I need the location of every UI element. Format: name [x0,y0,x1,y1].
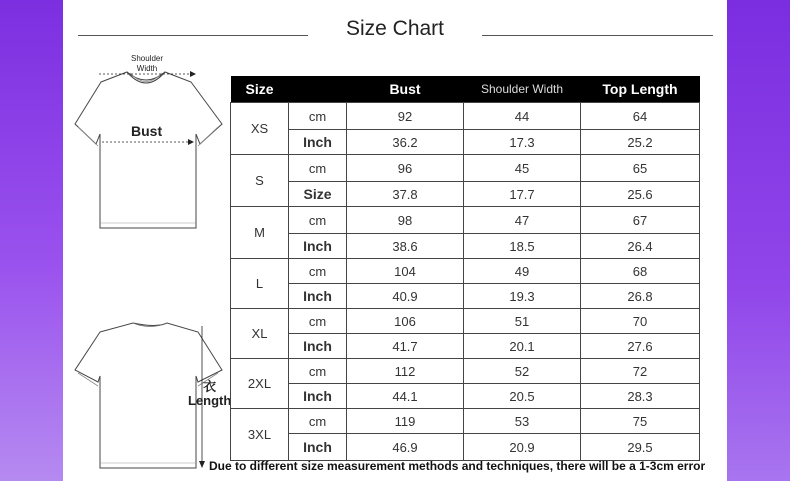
top-length-value: 68 [581,259,700,284]
top-length-value: 25.6 [581,182,700,207]
table-row [231,334,700,359]
header-size: Size [231,76,289,103]
header-top-length: Top Length [581,76,700,103]
shoulder-width-value: 20.1 [464,334,581,359]
shoulder-width-value: 17.7 [464,182,581,207]
top-length-value: 26.8 [581,284,700,309]
bust-value: 98 [347,207,464,234]
shoulder-width-value: 51 [464,309,581,334]
unit-cell: cm [289,207,347,234]
top-length-value: 25.2 [581,130,700,155]
table-row [231,130,700,155]
table-row [231,259,700,284]
length-label-cn: 衣 [203,379,217,394]
shoulder-width-value: 17.3 [464,130,581,155]
top-length-value: 26.4 [581,234,700,259]
page-title-text: Size Chart [340,17,450,40]
top-length-value: 67 [581,207,700,234]
top-length-value: 28.3 [581,384,700,409]
unit-cell: Size [289,182,347,207]
top-length-value: 75 [581,409,700,434]
unit-cell: Inch [289,234,347,259]
header-unit [289,76,347,103]
page-title [0,17,790,41]
measurement-note: Due to different size measurement methods and techniques, there will be a 1-3cm error [209,459,706,473]
left-purple-border [0,0,63,481]
top-length-value: 27.6 [581,334,700,359]
bust-value: 41.7 [347,334,464,359]
top-length-value: 70 [581,309,700,334]
header-bust: Bust [347,76,464,103]
table-header-row [231,76,700,103]
table-row [231,359,700,384]
unit-cell: cm [289,309,347,334]
table-row [231,309,700,334]
bust-value: 119 [347,409,464,434]
bust-label: Bust [131,123,163,139]
shoulder-width-value: 47 [464,207,581,234]
shoulder-width-value: 53 [464,409,581,434]
size-cell: 3XL [231,409,289,461]
table-row [231,103,700,130]
bust-value: 38.6 [347,234,464,259]
size-cell: M [231,207,289,259]
table-row [231,384,700,409]
bust-value: 46.9 [347,434,464,461]
unit-cell: cm [289,359,347,384]
shoulder-width-value: 20.9 [464,434,581,461]
shoulder-width-value: 20.5 [464,384,581,409]
size-cell: 2XL [231,359,289,409]
unit-cell: cm [289,409,347,434]
unit-cell: cm [289,259,347,284]
right-purple-border [727,0,790,481]
bust-value: 112 [347,359,464,384]
table-row [231,155,700,182]
bust-value: 104 [347,259,464,284]
top-length-value: 64 [581,103,700,130]
unit-cell: Inch [289,130,347,155]
shoulder-width-label: Shoulder Width [130,54,164,73]
length-label-en: Length [188,393,232,408]
size-cell: L [231,259,289,309]
size-cell: S [231,155,289,207]
shoulder-width-value: 18.5 [464,234,581,259]
header-shoulder-width: Shoulder Width [464,76,581,103]
tshirt-front-icon [70,64,230,234]
table-row [231,284,700,309]
table-row [231,182,700,207]
unit-cell: Inch [289,384,347,409]
top-length-value: 72 [581,359,700,384]
bust-value: 106 [347,309,464,334]
table-row [231,434,700,461]
bust-value: 36.2 [347,130,464,155]
unit-cell: cm [289,103,347,130]
size-cell: XL [231,309,289,359]
shoulder-width-value: 19.3 [464,284,581,309]
bust-value: 40.9 [347,284,464,309]
size-table [230,76,700,461]
shoulder-width-value: 44 [464,103,581,130]
table-row [231,234,700,259]
bust-value: 96 [347,155,464,182]
bust-value: 92 [347,103,464,130]
table-row [231,207,700,234]
shoulder-width-value: 52 [464,359,581,384]
unit-cell: Inch [289,434,347,461]
shoulder-width-value: 45 [464,155,581,182]
bust-value: 44.1 [347,384,464,409]
top-length-value: 29.5 [581,434,700,461]
shoulder-width-value: 49 [464,259,581,284]
unit-cell: Inch [289,284,347,309]
table-row [231,409,700,434]
unit-cell: Inch [289,334,347,359]
unit-cell: cm [289,155,347,182]
size-cell: XS [231,103,289,155]
length-label [188,380,231,408]
top-length-value: 65 [581,155,700,182]
bust-value: 37.8 [347,182,464,207]
